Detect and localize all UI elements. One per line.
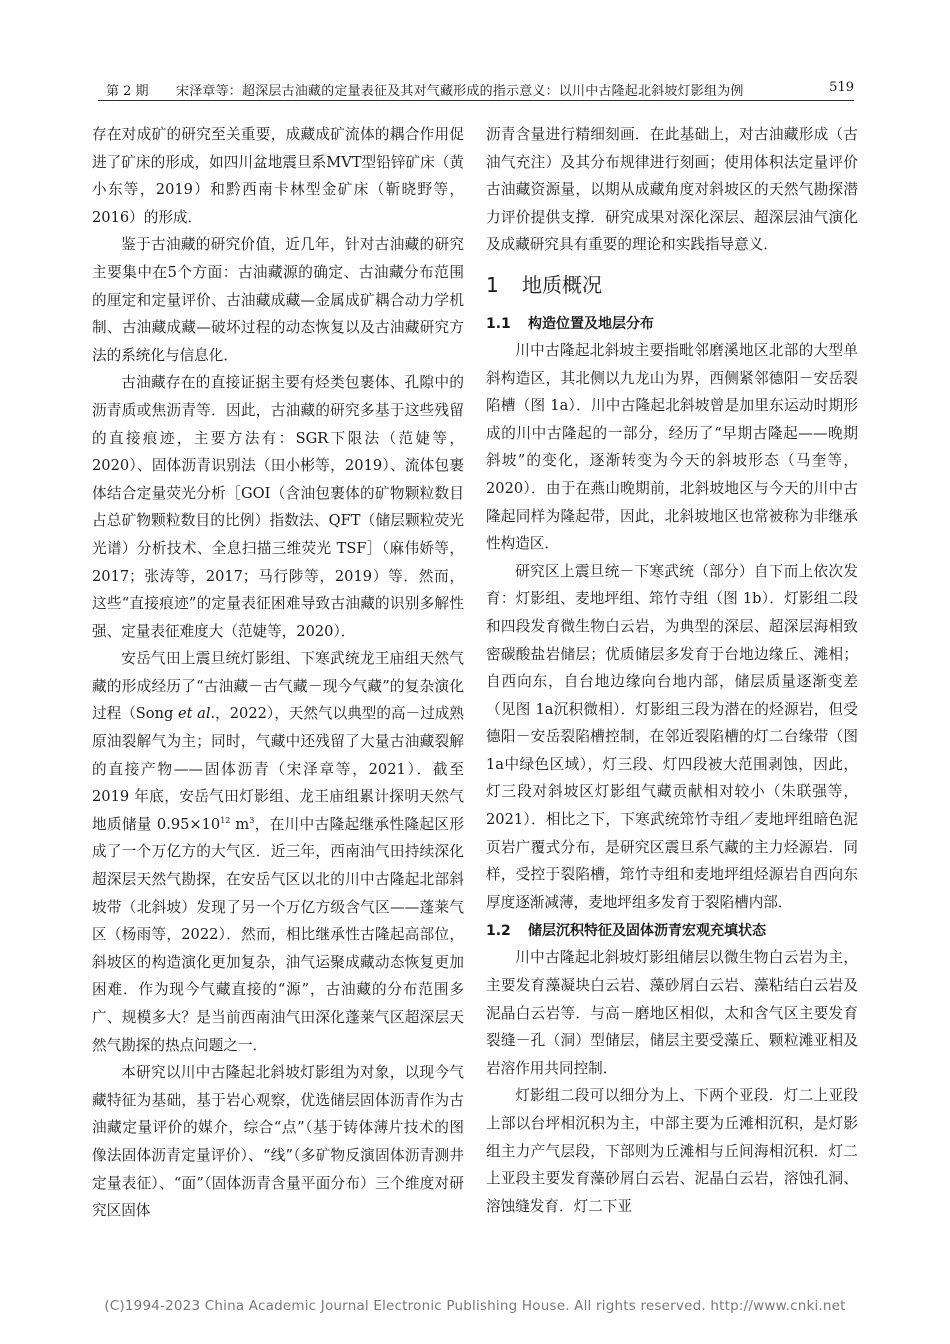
page-number: 519 <box>829 80 854 95</box>
superscript: 3 <box>249 815 255 825</box>
paragraph: 川中古隆起北斜坡主要指毗邻磨溪地区北部的大型单斜构造区，其北侧以九龙山为界，西侧紧邻德阳－安岳裂陷槽（图 1a）．川中古隆起北斜坡曾是加里东运动时期形成的川中古隆起的一部分，经历了“早期古隆起——晚期斜坡”的变化，逐渐转变为今天的斜坡形态（马奎等，2020）．由于在燕山晚期前，北斜坡地区与今天的川中古隆起同样为隆起带，因此，北斜坡地区也常被称为非继承性构造区． <box>486 341 858 553</box>
text-run: m <box>230 815 250 833</box>
running-header <box>98 78 854 101</box>
paragraph: 鉴于古油藏的研究价值，近几年，针对古油藏的研究主要集中在5个方面：古油藏源的确定、古油藏分布范围的厘定和定量评价、古油藏成藏—金属成矿耦合动力学机制、古油藏成藏—破坏过程的动态恢复以及古油藏研究方法的系统化与信息化． <box>92 236 464 364</box>
paragraph: 研究区上震旦统－下寒武统（部分）自下而上依次发育：灯影组、麦地坪组、筇竹寺组（图 1b）．灯影组二段和四段发育微生物白云岩，为典型的深层、超深层海相致密碳酸盐岩储层；优质储层多发育于台地边缘丘、滩相；自西向东，自台地边缘向台地内部，储层质量逐渐变差（见图 1a沉积微相）．灯影组三段为潜在的烃源岩，但受德阳－安岳裂陷槽控制，在邻近裂陷槽的灯二台缘带（图 1a中绿色区域），灯三段、灯四段被大范围剥蚀，因此，灯三段对斜坡区灯影组气藏贡献相对较小（朱联强等，2021）．相比之下，下寒武统筇竹寺组／麦地坪组暗色泥页岩广覆式分布，是研究区震旦系气藏的主力烃源岩．同样，受控于裂陷槽，筇竹寺组和麦地坪组烃源岩自西向东厚度逐渐减薄，麦地坪组多发育于裂陷槽内部． <box>486 562 858 911</box>
left-column <box>92 121 464 1225</box>
copyright-footer: (C)1994-2023 China Academic Journal Electronic Publishing House. All rights reserved. http://www.cnki.net <box>104 1298 846 1314</box>
paragraph: 存在对成矿的研究至关重要，成藏成矿流体的耦合作用促进了矿床的形成，如四川盆地震旦系MVT型铅锌矿床（黄小东等，2019）和黔西南卡林型金矿床（靳晓野等，2016）的形成． <box>92 126 464 226</box>
italic-text: et al <box>177 705 211 723</box>
paragraph: 沥青含量进行精细刻画．在此基础上，对古油藏形成（古油气充注）及其分布规律进行刻画；使用体积法定量评价古油藏资源量，以期从成藏角度对斜坡区的天然气勘探潜力评价提供支撑．研究成果对深化深层、超深层油气演化及成藏研究具有重要的理论和实践指导意义． <box>486 126 858 254</box>
text-run: .，2022），天然气以典型的高－过成熟原油裂解气为主；同时，气藏中还残留了大量古油藏裂解的直接产物——固体沥青（宋泽章等，2021）．截至 2019 年底，安岳气田灯影组、龙王庙组累计探明天然气地质储量 0.95×10 <box>92 705 464 833</box>
section-number: 1 <box>486 272 499 297</box>
subsection-number: 1.2 <box>486 923 511 940</box>
section-heading <box>486 271 858 299</box>
right-column <box>486 121 858 1220</box>
paragraph: 古油藏存在的直接证据主要有烃类包裹体、孔隙中的沥青质或焦沥青等．因此，古油藏的研究多基于这些残留的直接痕迹，主要方法有：SGR下限法（范婕等，2020）、固体沥青识别法（田小彬等，2019）、流体包裹体结合定量荧光分析［GOI（含油包裹体的矿物颗粒数目占总矿物颗粒数目的比例）指数法、QFT（储层颗粒荧光光谱）分析技术、全息扫描三维荧光 TSF］（麻伟娇等，2017；张涛等，2017；马行陟等，2019）等．然而，这些“直接痕迹”的定量表征困难导致古油藏的识别多解性强、定量表征难度大（范婕等，2020）． <box>92 374 464 640</box>
subsection-heading <box>486 311 858 337</box>
issue-label: 第 2 期 <box>106 84 149 99</box>
subsection-number: 1.1 <box>486 315 511 332</box>
text-run: ，在川中古隆起继承性隆起区形成了一个万亿方的大气区．近三年，西南油气田持续深化超深层天然气勘探，在安岳气区以北的川中古隆起北部斜坡带（北斜坡）发现了另一个万亿方级含气区——蓬莱气区（杨雨等，2022）．然而，相比继承性古隆起高部位，斜坡区的构造演化更加复杂，油气运聚成藏动态恢复更加困难．作为现今气藏直接的“源”，古油藏的分布范围多广、规模多大？是当前西南油气田深化蓬莱气区超深层天然气勘探的热点问题之一． <box>92 815 464 1054</box>
superscript: 12 <box>220 815 231 825</box>
paragraph: 灯影组二段可以细分为上、下两个亚段．灯二上亚段上部以台坪相沉积为主，中部主要为丘滩相沉积，是灯影组主力产气层段，下部则为丘滩相与丘间海相沉积．灯二上亚段主要发育藻砂屑白云岩、泥晶白云岩，溶蚀孔洞、溶蚀缝发育．灯二下亚 <box>486 1087 858 1215</box>
subsection-title: 构造位置及地层分布 <box>528 315 654 332</box>
paragraph <box>92 645 464 1059</box>
text-run: 安岳气田上震旦统灯影组、下寒武统龙王庙组天然气藏的形成经历了“古油藏－古气藏－现今气藏”的复杂演化过程（Song <box>92 650 464 723</box>
subsection-title: 储层沉积特征及固体沥青宏观充填状态 <box>528 923 766 940</box>
subsection-heading <box>486 918 858 944</box>
paragraph: 川中古隆起北斜坡灯影组储层以微生物白云岩为主，主要发育藻凝块白云岩、藻砂屑白云岩、藻粘结白云岩及泥晶白云岩等．与高－磨地区相似，太和含气区主要发育裂缝－孔（洞）型储层，储层主要受藻丘、颗粒滩亚相及岩溶作用共同控制． <box>486 949 858 1077</box>
section-title: 地质概况 <box>522 272 602 297</box>
running-title: 宋泽章等：超深层古油藏的定量表征及其对气藏形成的指示意义：以川中古隆起北斜坡灯影组为例 <box>176 84 744 99</box>
paragraph: 本研究以川中古隆起北斜坡灯影组为对象，以现今气藏特征为基础，基于岩心观察，优选储层固体沥青作为古油藏定量评价的媒介，综合“点”（基于铸体薄片技术的图像法固体沥青定量评价）、“线”（多矿物反演固体沥青测井定量表征）、“面”（固体沥青含量平面分布）三个维度对研究区固体 <box>92 1064 464 1220</box>
